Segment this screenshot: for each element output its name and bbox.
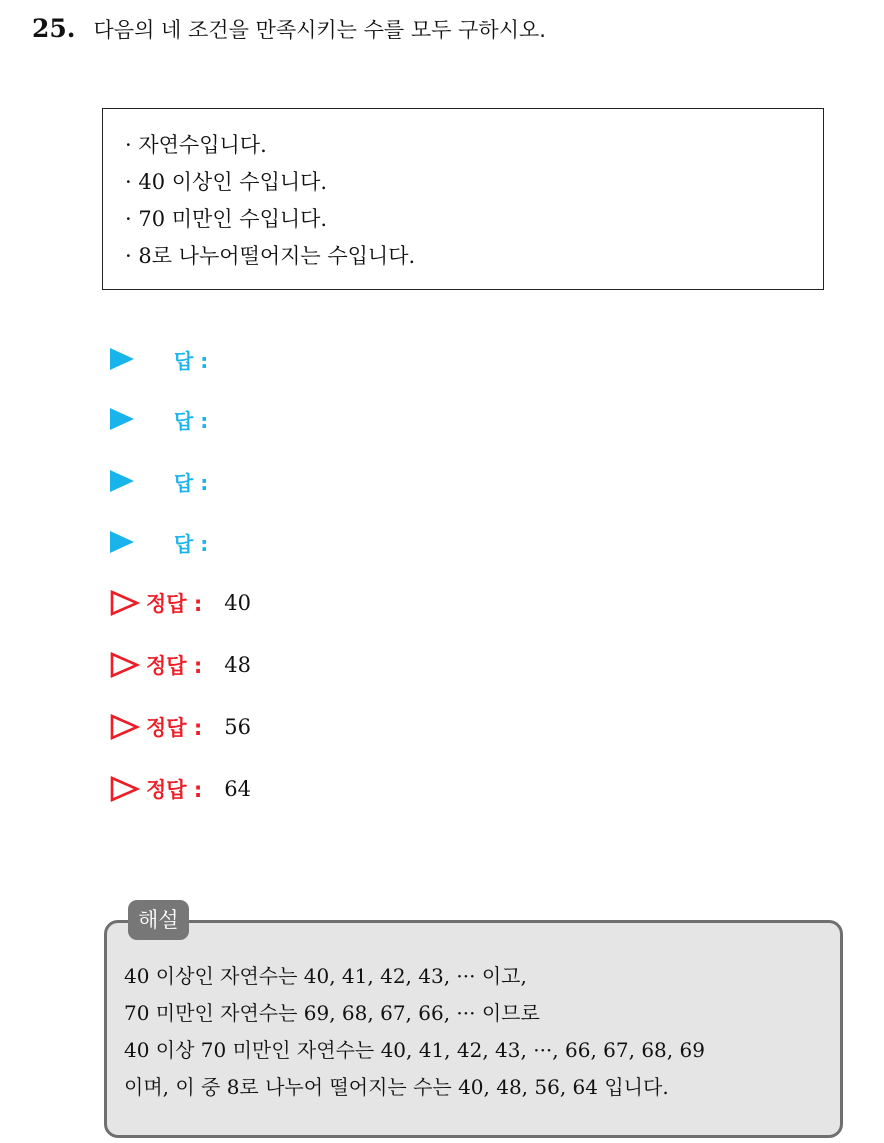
outline-triangle-right-icon: [110, 714, 140, 740]
outline-triangle-right-icon: [110, 776, 140, 802]
solution-label: 정답 :: [146, 592, 203, 616]
answer-label: 답 :: [174, 470, 209, 495]
filled-triangle-right-icon: [110, 348, 134, 370]
solution-row: [110, 650, 251, 680]
question-number: 25.: [32, 14, 76, 43]
explanation-line: 40 이상인 자연수는 40, 41, 42, 43, ··· 이고,: [124, 964, 527, 988]
condition-item: · 40 이상인 수입니다.: [125, 170, 328, 194]
filled-triangle-right-icon: [110, 408, 134, 430]
condition-item: · 자연수입니다.: [125, 133, 267, 157]
explanation-line: 이며, 이 중 8로 나누어 떨어지는 수는 40, 48, 56, 64 입니다.: [124, 1075, 669, 1099]
solution-row: [110, 712, 251, 742]
explanation-line: 70 미만인 자연수는 69, 68, 67, 66, ··· 이므로: [124, 1001, 540, 1025]
solution-row: [110, 774, 251, 804]
condition-item: · 70 미만인 수입니다.: [125, 207, 328, 231]
question-header: [32, 14, 546, 44]
answer-row[interactable]: [110, 466, 208, 496]
solution-label: 정답 :: [146, 654, 203, 678]
explanation-line: 40 이상 70 미만인 자연수는 40, 41, 42, 43, ···, 66, 67, 68, 69: [124, 1038, 705, 1062]
question-text: 다음의 네 조건을 만족시키는 수를 모두 구하시오.: [93, 18, 546, 42]
condition-item: · 8로 나누어떨어지는 수입니다.: [125, 244, 416, 268]
answer-label: 답 :: [174, 408, 209, 433]
outline-triangle-right-icon: [110, 652, 140, 678]
answer-row[interactable]: [110, 527, 208, 557]
explanation-tag: 해설: [128, 900, 189, 940]
filled-triangle-right-icon: [110, 531, 134, 553]
conditions-box: [102, 108, 824, 290]
answer-row[interactable]: [110, 404, 208, 434]
outline-triangle-right-icon: [110, 590, 140, 616]
solution-value: 56: [224, 715, 252, 739]
solution-value: 40: [224, 591, 252, 615]
solution-label: 정답 :: [146, 778, 203, 802]
answer-label: 답 :: [174, 348, 209, 373]
answer-label: 답 :: [174, 531, 209, 556]
solution-value: 64: [224, 777, 252, 801]
solution-label: 정답 :: [146, 716, 203, 740]
filled-triangle-right-icon: [110, 470, 134, 492]
answer-row[interactable]: [110, 344, 208, 374]
solution-value: 48: [224, 653, 252, 677]
explanation-text: [124, 958, 705, 1106]
solution-row: [110, 588, 251, 618]
